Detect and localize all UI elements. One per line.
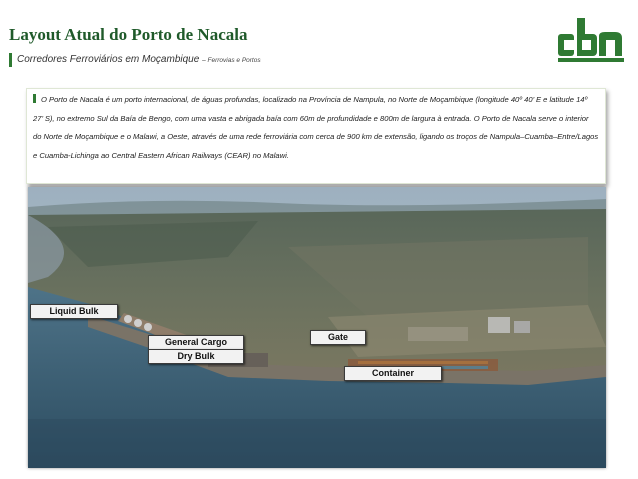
cdn-logo-graphic bbox=[555, 14, 627, 66]
bullet-bar bbox=[33, 94, 36, 103]
subtitle-small: – Ferrovias e Portos bbox=[202, 57, 261, 64]
description-box bbox=[26, 88, 606, 184]
label-general-cargo: General Cargo bbox=[148, 335, 244, 350]
label-container: Container bbox=[344, 366, 442, 381]
port-aerial-photo bbox=[28, 187, 606, 468]
slide-title: Layout Atual do Porto de Nacala bbox=[9, 25, 248, 44]
description-text: O Porto de Nacala é um porto internacional, de águas profundas, localizado na Província de Nampula, no Norte de Moçambique (longitude 40º 40’ E e latitude 14º 27’ S), no extremo Sul da Baía de Bengo, com uma vasta e abrigada baía com 60m de profundidade e 800m de largura à entrada. O Porto de Nacala serve o interior do Norte de Moçambique e o Malawi, a Oeste, através de uma rede ferroviária com cerca de 900 km de extensão, ligando os troços de Nampula–Cuamba–Entre/Lagos e Cuamba-Lichinga ao Central Eastern African Railways (CEAR) no Malawi. bbox=[33, 95, 599, 160]
label-dry-bulk: Dry Bulk bbox=[148, 349, 244, 364]
cdn-logo bbox=[555, 14, 627, 66]
description-paragraph bbox=[33, 91, 599, 165]
subtitle-main: Corredores Ferroviários em Moçambique bbox=[17, 54, 200, 65]
label-liquid-bulk: Liquid Bulk bbox=[30, 304, 118, 319]
label-gate: Gate bbox=[310, 330, 366, 345]
aerial-photo-graphic bbox=[28, 187, 606, 468]
slide-subtitle bbox=[9, 53, 261, 67]
